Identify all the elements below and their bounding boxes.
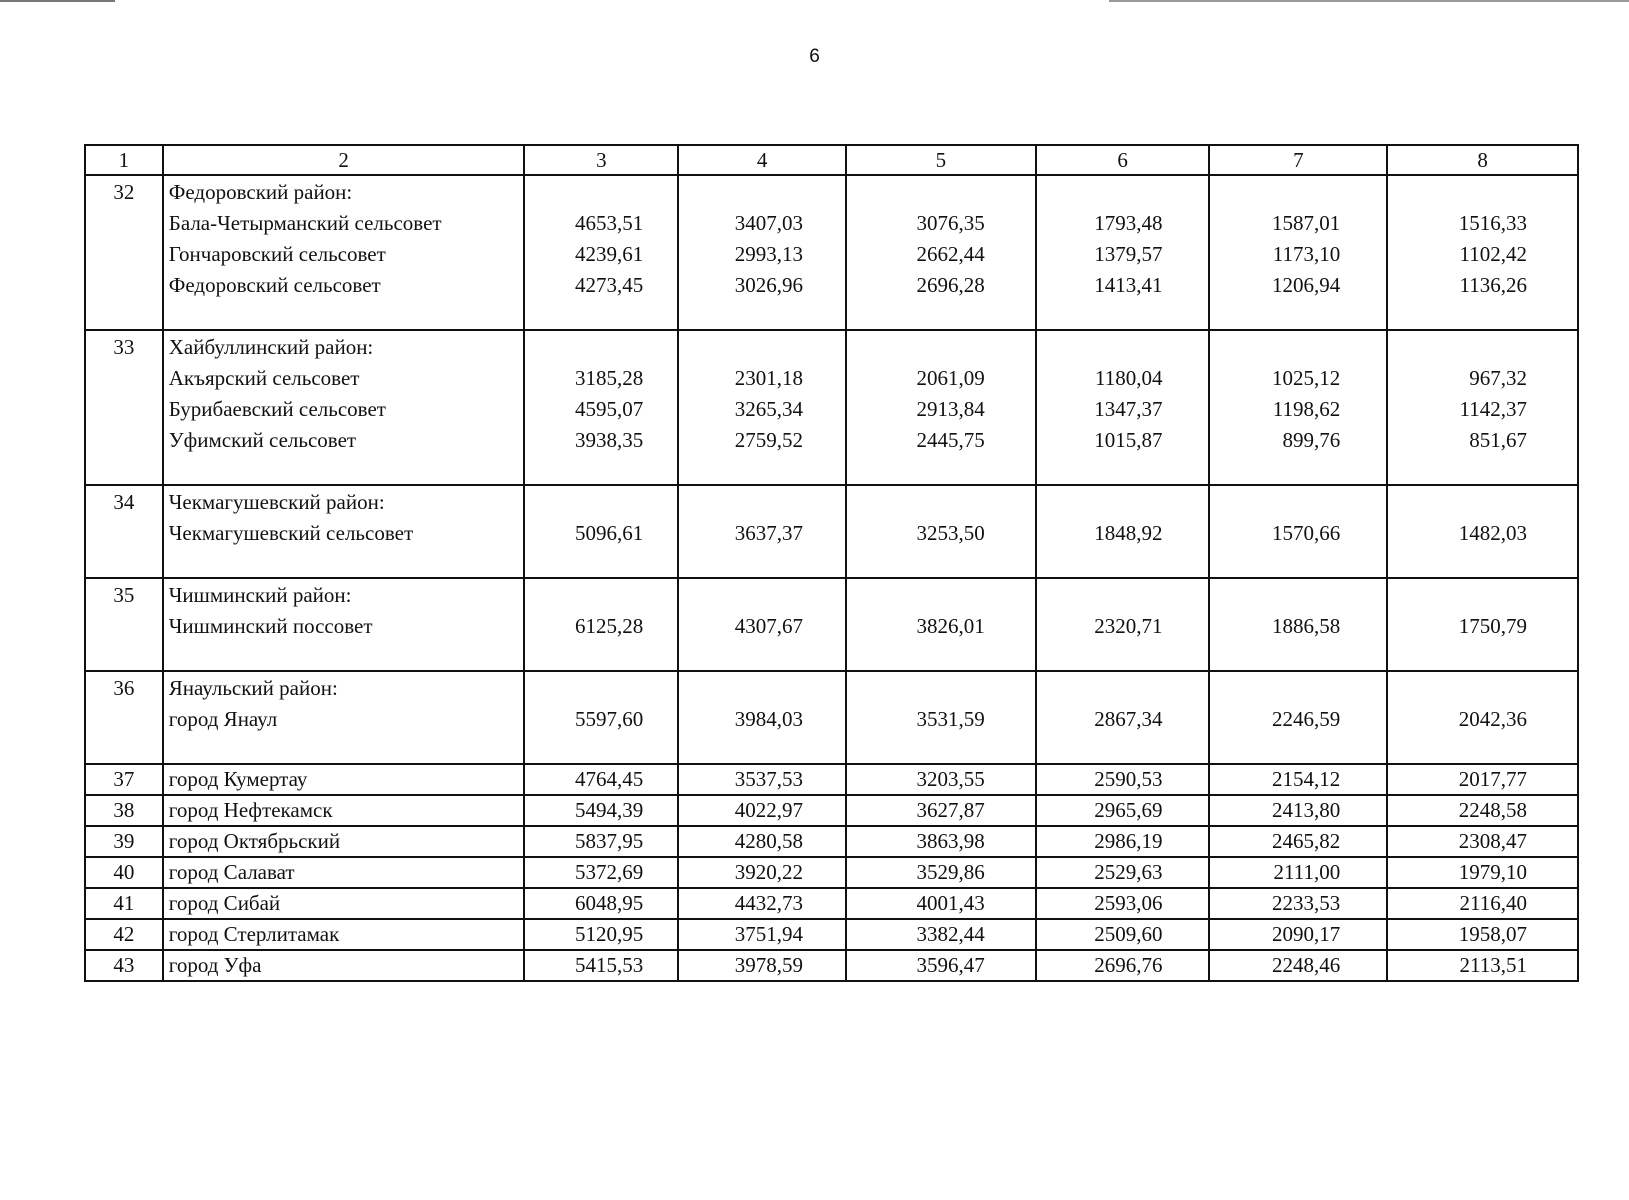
- blank-line: [1388, 673, 1527, 704]
- value: 2111,00: [1273, 860, 1341, 884]
- blank-line: [679, 673, 803, 704]
- value: 1142,37: [1459, 397, 1527, 421]
- value-cell: [1387, 795, 1578, 826]
- value: 3596,47: [916, 953, 985, 977]
- settlement-name: Бала-Четырманский сельсовет: [168, 211, 442, 235]
- value: 3637,37: [734, 521, 803, 545]
- value: 2116,40: [1459, 891, 1527, 915]
- column-header: 3: [524, 145, 678, 175]
- row-number-cell: [85, 764, 163, 795]
- settlement-name: город Нефтекамск: [168, 798, 333, 822]
- column-header: 6: [1036, 145, 1210, 175]
- value: 1102,42: [1459, 242, 1527, 266]
- value-cell: [524, 485, 678, 578]
- value: 2465,82: [1271, 829, 1341, 853]
- blank-line: [1037, 673, 1163, 704]
- value-cell: [1387, 857, 1578, 888]
- blank-line: [1037, 580, 1163, 611]
- value-cell: [1036, 578, 1210, 671]
- value: 1570,66: [1271, 521, 1341, 545]
- row-number: 38: [113, 798, 135, 822]
- value: 2696,76: [1094, 953, 1163, 977]
- value: 4273,45: [574, 273, 644, 297]
- value: 3076,35: [916, 211, 985, 235]
- value-cell: [524, 857, 678, 888]
- value: 3026,96: [734, 273, 803, 297]
- value: 2445,75: [916, 428, 985, 452]
- value-cell: [524, 950, 678, 981]
- value-cell: [678, 578, 846, 671]
- blank-line: [1388, 177, 1527, 208]
- name-cell: [163, 795, 525, 826]
- value: 2993,13: [734, 242, 803, 266]
- settlement-name: город Сибай: [168, 891, 281, 915]
- value-cell: [1209, 795, 1387, 826]
- value-cell: [678, 175, 846, 330]
- value-cell: [1036, 826, 1210, 857]
- value-cell: [846, 795, 1036, 826]
- value-cell: [678, 330, 846, 485]
- page-number: 6: [809, 46, 820, 67]
- name-cell: [163, 330, 525, 485]
- value-cell: [678, 485, 846, 578]
- value-cell: [846, 764, 1036, 795]
- value-cell: [846, 330, 1036, 485]
- value: 2017,77: [1458, 767, 1527, 791]
- value-cell: [1387, 578, 1578, 671]
- value: 1379,57: [1094, 242, 1163, 266]
- name-cell: [163, 175, 525, 330]
- blank-line: [1210, 177, 1340, 208]
- value-cell: [524, 578, 678, 671]
- district-title: Хайбуллинский район:: [168, 335, 374, 359]
- blank-line: [525, 673, 643, 704]
- value: 2061,09: [916, 366, 985, 390]
- blank-line: [679, 580, 803, 611]
- value-cell: [678, 888, 846, 919]
- value: 1413,41: [1094, 273, 1163, 297]
- value: 1587,01: [1271, 211, 1341, 235]
- blank-line: [525, 332, 643, 363]
- row-number: 42: [113, 922, 135, 946]
- row-number: 36: [113, 676, 135, 700]
- blank-line: [1210, 332, 1340, 363]
- name-cell: [163, 888, 525, 919]
- column-header: 5: [846, 145, 1036, 175]
- blank-line: [1210, 487, 1340, 518]
- value-cell: [678, 826, 846, 857]
- data-table: [84, 144, 1579, 982]
- settlement-name: город Салават: [168, 860, 295, 884]
- value-cell: [1387, 826, 1578, 857]
- value: 3920,22: [734, 860, 803, 884]
- table-row: [85, 764, 1578, 795]
- value-cell: [678, 764, 846, 795]
- district-title: Федоровский район:: [168, 180, 353, 204]
- table-row-group: [85, 578, 1578, 671]
- value-cell: [1036, 330, 1210, 485]
- value-cell: [846, 485, 1036, 578]
- settlement-name: город Стерлитамак: [168, 922, 340, 946]
- value-cell: [1036, 671, 1210, 764]
- value: 1180,04: [1095, 366, 1163, 390]
- name-cell: [163, 764, 525, 795]
- value: 3265,34: [734, 397, 803, 421]
- value: 2308,47: [1458, 829, 1527, 853]
- name-cell: [163, 485, 525, 578]
- value: 3529,86: [916, 860, 985, 884]
- value-cell: [846, 578, 1036, 671]
- value-cell: [678, 671, 846, 764]
- blank-line: [525, 177, 643, 208]
- settlement-name: Гончаровский сельсовет: [168, 242, 386, 266]
- table-header-row: [85, 145, 1578, 175]
- settlement-name: город Уфа: [168, 953, 262, 977]
- column-header: 2: [163, 145, 525, 175]
- blank-line: [847, 177, 985, 208]
- row-number: 32: [113, 180, 135, 204]
- value: 2529,63: [1094, 860, 1163, 884]
- column-header: 4: [678, 145, 846, 175]
- blank-line: [1037, 332, 1163, 363]
- value: 2154,12: [1271, 767, 1341, 791]
- value: 6048,95: [574, 891, 644, 915]
- value: 1198,62: [1272, 397, 1341, 421]
- value: 3627,87: [916, 798, 985, 822]
- table-row: [85, 950, 1578, 981]
- name-cell: [163, 826, 525, 857]
- blank-line: [679, 487, 803, 518]
- value: 1886,58: [1271, 614, 1341, 638]
- blank-line: [679, 177, 803, 208]
- value: 1025,12: [1271, 366, 1341, 390]
- value: 1979,10: [1458, 860, 1527, 884]
- value: 4022,97: [734, 798, 803, 822]
- value-cell: [524, 671, 678, 764]
- value: 2867,34: [1094, 707, 1163, 731]
- value: 2042,36: [1458, 707, 1527, 731]
- row-number: 34: [113, 490, 135, 514]
- row-number-cell: [85, 671, 163, 764]
- settlement-name: Бурибаевский сельсовет: [168, 397, 386, 421]
- value: 3751,94: [734, 922, 803, 946]
- value: 2301,18: [734, 366, 803, 390]
- table-row-group: [85, 175, 1578, 330]
- district-title: Чишминский район:: [168, 583, 352, 607]
- blank-line: [1037, 487, 1163, 518]
- value: 6125,28: [574, 614, 644, 638]
- value: 4001,43: [916, 891, 985, 915]
- value: 899,76: [1282, 428, 1341, 452]
- value: 3382,44: [916, 922, 985, 946]
- value-cell: [846, 826, 1036, 857]
- row-number: 41: [113, 891, 135, 915]
- value: 4307,67: [734, 614, 803, 638]
- value-cell: [1036, 485, 1210, 578]
- scan-top-rule: [1109, 0, 1629, 2]
- value-cell: [1387, 950, 1578, 981]
- row-number-cell: [85, 485, 163, 578]
- value-cell: [1209, 950, 1387, 981]
- value-cell: [1387, 919, 1578, 950]
- value-cell: [524, 764, 678, 795]
- value-cell: [524, 826, 678, 857]
- value: 4595,07: [574, 397, 644, 421]
- value-cell: [1036, 795, 1210, 826]
- blank-line: [525, 487, 643, 518]
- settlement-name: Чекмагушевский сельсовет: [168, 521, 414, 545]
- blank-line: [1210, 673, 1340, 704]
- blank-line: [847, 487, 985, 518]
- value-cell: [678, 857, 846, 888]
- value-cell: [1209, 919, 1387, 950]
- value: 2509,60: [1094, 922, 1163, 946]
- table-row: [85, 826, 1578, 857]
- row-number: 40: [113, 860, 135, 884]
- row-number: 39: [113, 829, 135, 853]
- value-cell: [524, 888, 678, 919]
- value-cell: [846, 888, 1036, 919]
- value: 5415,53: [574, 953, 644, 977]
- value: 3253,50: [916, 521, 985, 545]
- value-cell: [846, 919, 1036, 950]
- value: 2248,58: [1458, 798, 1527, 822]
- value-cell: [524, 795, 678, 826]
- value: 2965,69: [1094, 798, 1163, 822]
- table-row: [85, 795, 1578, 826]
- settlement-name: Федоровский сельсовет: [168, 273, 381, 297]
- value-cell: [1387, 764, 1578, 795]
- settlement-name: Акъярский сельсовет: [168, 366, 360, 390]
- row-number-cell: [85, 330, 163, 485]
- name-cell: [163, 671, 525, 764]
- value: 2986,19: [1094, 829, 1163, 853]
- value: 2413,80: [1271, 798, 1341, 822]
- settlement-name: Уфимский сельсовет: [168, 428, 357, 452]
- value-cell: [1387, 485, 1578, 578]
- table-row: [85, 888, 1578, 919]
- value-cell: [1387, 330, 1578, 485]
- value: 2590,53: [1094, 767, 1163, 791]
- value: 1347,37: [1094, 397, 1163, 421]
- value-cell: [1209, 826, 1387, 857]
- table-row-group: [85, 671, 1578, 764]
- value-cell: [678, 919, 846, 950]
- value: 1958,07: [1458, 922, 1527, 946]
- value: 5120,95: [574, 922, 644, 946]
- value: 1015,87: [1094, 428, 1163, 452]
- value-cell: [1209, 888, 1387, 919]
- value: 1173,10: [1272, 242, 1341, 266]
- value: 4432,73: [734, 891, 803, 915]
- value: 3978,59: [734, 953, 803, 977]
- table-row: [85, 919, 1578, 950]
- value-cell: [678, 795, 846, 826]
- value: 3185,28: [574, 366, 644, 390]
- blank-line: [847, 673, 985, 704]
- value-cell: [1209, 764, 1387, 795]
- value-cell: [1036, 764, 1210, 795]
- value: 4239,61: [574, 242, 644, 266]
- value-cell: [846, 950, 1036, 981]
- name-cell: [163, 857, 525, 888]
- column-header: 1: [85, 145, 163, 175]
- value-cell: [1036, 888, 1210, 919]
- value: 3938,35: [574, 428, 644, 452]
- row-number-cell: [85, 175, 163, 330]
- value-cell: [1036, 919, 1210, 950]
- value: 2233,53: [1271, 891, 1341, 915]
- value: 2246,59: [1271, 707, 1341, 731]
- value-cell: [1387, 888, 1578, 919]
- row-number-cell: [85, 795, 163, 826]
- value: 4653,51: [574, 211, 644, 235]
- value: 4280,58: [734, 829, 803, 853]
- value: 5096,61: [574, 521, 644, 545]
- value: 1206,94: [1271, 273, 1341, 297]
- table-row: [85, 857, 1578, 888]
- value: 3407,03: [734, 211, 803, 235]
- value: 3531,59: [916, 707, 985, 731]
- value-cell: [1209, 671, 1387, 764]
- value-cell: [1209, 578, 1387, 671]
- value-cell: [1036, 950, 1210, 981]
- value-cell: [524, 919, 678, 950]
- value: 2320,71: [1094, 614, 1163, 638]
- row-number: 37: [113, 767, 135, 791]
- value: 2759,52: [734, 428, 803, 452]
- column-header: 7: [1209, 145, 1387, 175]
- blank-line: [1210, 580, 1340, 611]
- row-number-cell: [85, 919, 163, 950]
- value: 3863,98: [916, 829, 985, 853]
- value-cell: [1209, 857, 1387, 888]
- blank-line: [1037, 177, 1163, 208]
- row-number-cell: [85, 578, 163, 671]
- value: 3537,53: [734, 767, 803, 791]
- row-number-cell: [85, 950, 163, 981]
- value-cell: [524, 175, 678, 330]
- name-cell: [163, 578, 525, 671]
- value-cell: [1209, 330, 1387, 485]
- blank-line: [847, 332, 985, 363]
- value: 3984,03: [734, 707, 803, 731]
- value: 967,32: [1469, 366, 1527, 390]
- settlement-name: город Янаул: [168, 707, 278, 731]
- value: 1482,03: [1458, 521, 1527, 545]
- value: 5494,39: [574, 798, 644, 822]
- column-header: 8: [1387, 145, 1578, 175]
- table-row-group: [85, 485, 1578, 578]
- value: 1793,48: [1094, 211, 1163, 235]
- blank-line: [1388, 580, 1527, 611]
- blank-line: [1388, 332, 1527, 363]
- blank-line: [847, 580, 985, 611]
- row-number: 33: [113, 335, 135, 359]
- value: 2593,06: [1094, 891, 1163, 915]
- value: 2696,28: [916, 273, 985, 297]
- row-number-cell: [85, 826, 163, 857]
- table-row-group: [85, 330, 1578, 485]
- value: 3203,55: [916, 767, 985, 791]
- row-number-cell: [85, 857, 163, 888]
- settlement-name: Чишминский поссовет: [168, 614, 373, 638]
- value: 3826,01: [916, 614, 985, 638]
- blank-line: [525, 580, 643, 611]
- value-cell: [846, 671, 1036, 764]
- settlement-name: город Кумертау: [168, 767, 308, 791]
- district-title: Янаульский район:: [168, 676, 338, 700]
- value: 1848,92: [1094, 521, 1163, 545]
- value-cell: [1209, 485, 1387, 578]
- value: 2090,17: [1271, 922, 1341, 946]
- name-cell: [163, 950, 525, 981]
- scan-top-rule: [0, 0, 115, 2]
- name-cell: [163, 919, 525, 950]
- value: 2113,51: [1459, 953, 1527, 977]
- value-cell: [678, 950, 846, 981]
- value-cell: [1387, 175, 1578, 330]
- blank-line: [679, 332, 803, 363]
- blank-line: [1388, 487, 1527, 518]
- value: 1750,79: [1458, 614, 1527, 638]
- value-cell: [1387, 671, 1578, 764]
- value-cell: [524, 330, 678, 485]
- value: 5372,69: [574, 860, 644, 884]
- value: 4764,45: [574, 767, 644, 791]
- value-cell: [846, 857, 1036, 888]
- value: 2913,84: [916, 397, 985, 421]
- value: 2248,46: [1271, 953, 1341, 977]
- value: 1516,33: [1458, 211, 1527, 235]
- value-cell: [1036, 857, 1210, 888]
- row-number: 43: [113, 953, 135, 977]
- row-number: 35: [113, 583, 135, 607]
- value: 851,67: [1469, 428, 1527, 452]
- value-cell: [846, 175, 1036, 330]
- district-title: Чекмагушевский район:: [168, 490, 385, 514]
- settlement-name: город Октябрьский: [168, 829, 341, 853]
- value: 2662,44: [916, 242, 985, 266]
- value-cell: [1209, 175, 1387, 330]
- value: 1136,26: [1459, 273, 1527, 297]
- value-cell: [1036, 175, 1210, 330]
- value: 5837,95: [574, 829, 644, 853]
- row-number-cell: [85, 888, 163, 919]
- value: 5597,60: [574, 707, 644, 731]
